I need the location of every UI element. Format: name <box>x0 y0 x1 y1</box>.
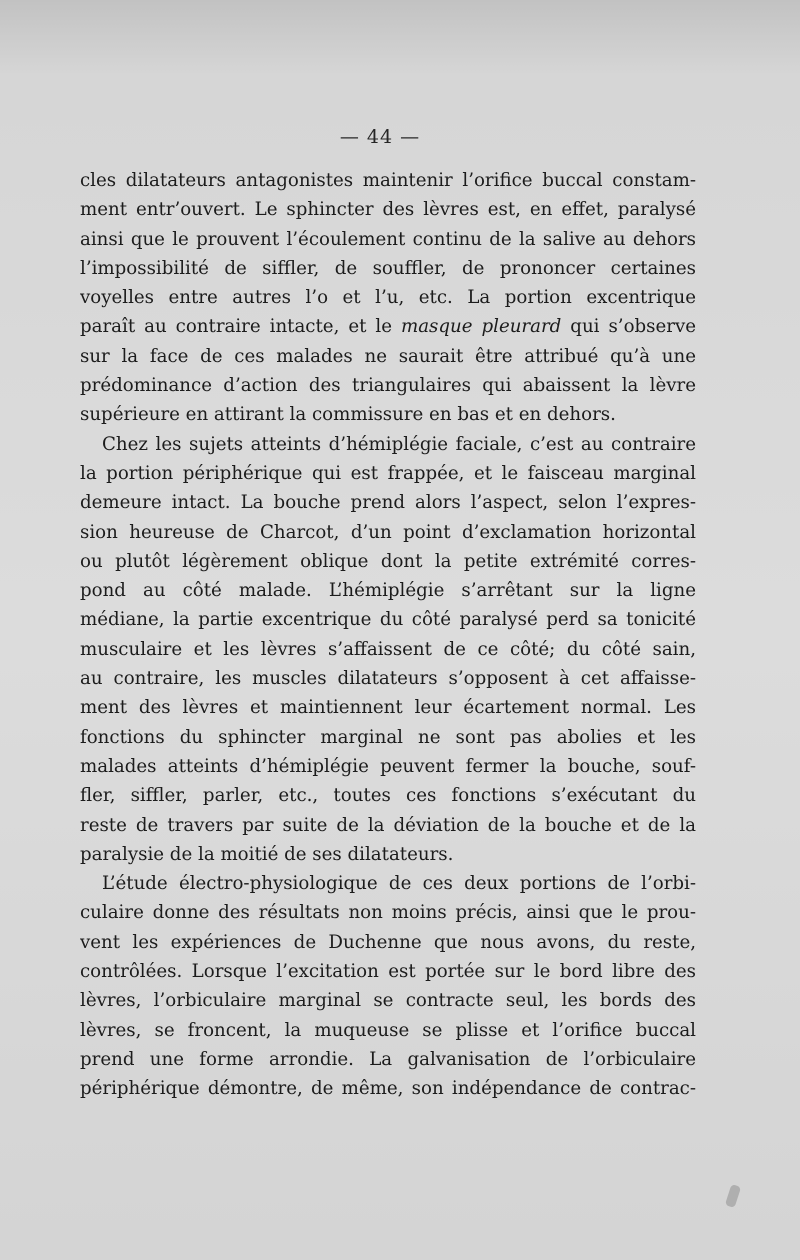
text-line: fler, siffler, parler, etc., toutes ces fonctions s’exécutant du <box>80 785 696 807</box>
ink-smudge <box>725 1184 741 1208</box>
text-line: contrôlées. Lorsque l’excitation est portée sur le bord libre des <box>80 961 696 983</box>
text-run: paraît au contraire intacte, et le <box>80 316 401 338</box>
text-line: la portion périphérique qui est frappée, et le faisceau marginal <box>80 462 696 484</box>
body-text <box>80 166 696 1104</box>
text-line: prend une forme arrondie. La galvanisation de l’orbiculaire <box>80 1048 696 1070</box>
text-line: lèvres, se froncent, la muqueuse se plisse et l’orifice buccal <box>80 1019 696 1041</box>
text-line: reste de travers par suite de la déviation de la bouche et de la <box>80 814 696 836</box>
text-line: sion heureuse de Charcot, d’un point d’exclamation horizontal <box>80 521 696 543</box>
text-line: périphérique démontre, de même, son indépendance de contrac- <box>80 1078 696 1100</box>
paragraph-end-line: paralysie de la moitié de ses dilatateurs. <box>80 843 454 865</box>
text-line: pond au côté malade. L’hémiplégie s’arrêtant sur la ligne <box>80 580 696 602</box>
text-line <box>80 312 696 341</box>
text-line: voyelles entre autres l’o et l’u, etc. La portion excentrique <box>80 287 696 309</box>
text-line: fonctions du sphincter marginal ne sont pas abolies et les <box>80 726 696 748</box>
text-line: vent les expériences de Duchenne que nous avons, du reste, <box>80 931 696 953</box>
text-line: au contraire, les muscles dilatateurs s’opposent à cet affaisse- <box>80 668 696 690</box>
text-line: demeure intact. La bouche prend alors l’aspect, selon l’expres- <box>80 492 696 514</box>
paragraph-start-line: L’étude électro-physiologique de ces deux portions de l’orbi- <box>102 873 696 895</box>
text-line: ment entr’ouvert. Le sphincter des lèvres est, en effet, paralysé <box>80 199 696 221</box>
text-run: qui s’observe <box>561 316 696 338</box>
text-line: malades atteints d’hémiplégie peuvent fermer la bouche, souf- <box>80 755 696 777</box>
text-line: médiane, la partie excentrique du côté paralysé perd sa tonicité <box>80 609 696 631</box>
text-line: cles dilatateurs antagonistes maintenir l’orifice buccal constam- <box>80 170 696 191</box>
text-line: ainsi que le prouvent l’écoulement continu de la salive au dehors <box>80 228 696 250</box>
text-line: musculaire et les lèvres s’affaissent de ce côté; du côté sain, <box>80 638 696 660</box>
text-line: sur la face de ces malades ne saurait être attribué qu’à une <box>80 345 696 367</box>
text-line: ment des lèvres et maintiennent leur écartement normal. Les <box>80 697 696 719</box>
text-line: ou plutôt légèrement oblique dont la petite extrémité corres- <box>80 550 696 572</box>
text-line: culaire donne des résultats non moins précis, ainsi que le prou- <box>80 902 696 924</box>
italic-term: masque pleurard <box>400 316 562 338</box>
paragraph-start-line: Chez les sujets atteints d’hémiplégie faciale, c’est au contraire <box>102 433 696 455</box>
text-line: l’impossibilité de siffler, de souffler, de prononcer certaines <box>80 257 696 279</box>
text-line: prédominance d’action des triangulaires qui abaissent la lèvre <box>80 375 696 397</box>
page-number: — 44 — <box>339 126 421 148</box>
text-line: lèvres, l’orbiculaire marginal se contracte seul, les bords des <box>80 990 696 1012</box>
paragraph-end-line: supérieure en attirant la commissure en bas et en dehors. <box>80 404 616 426</box>
